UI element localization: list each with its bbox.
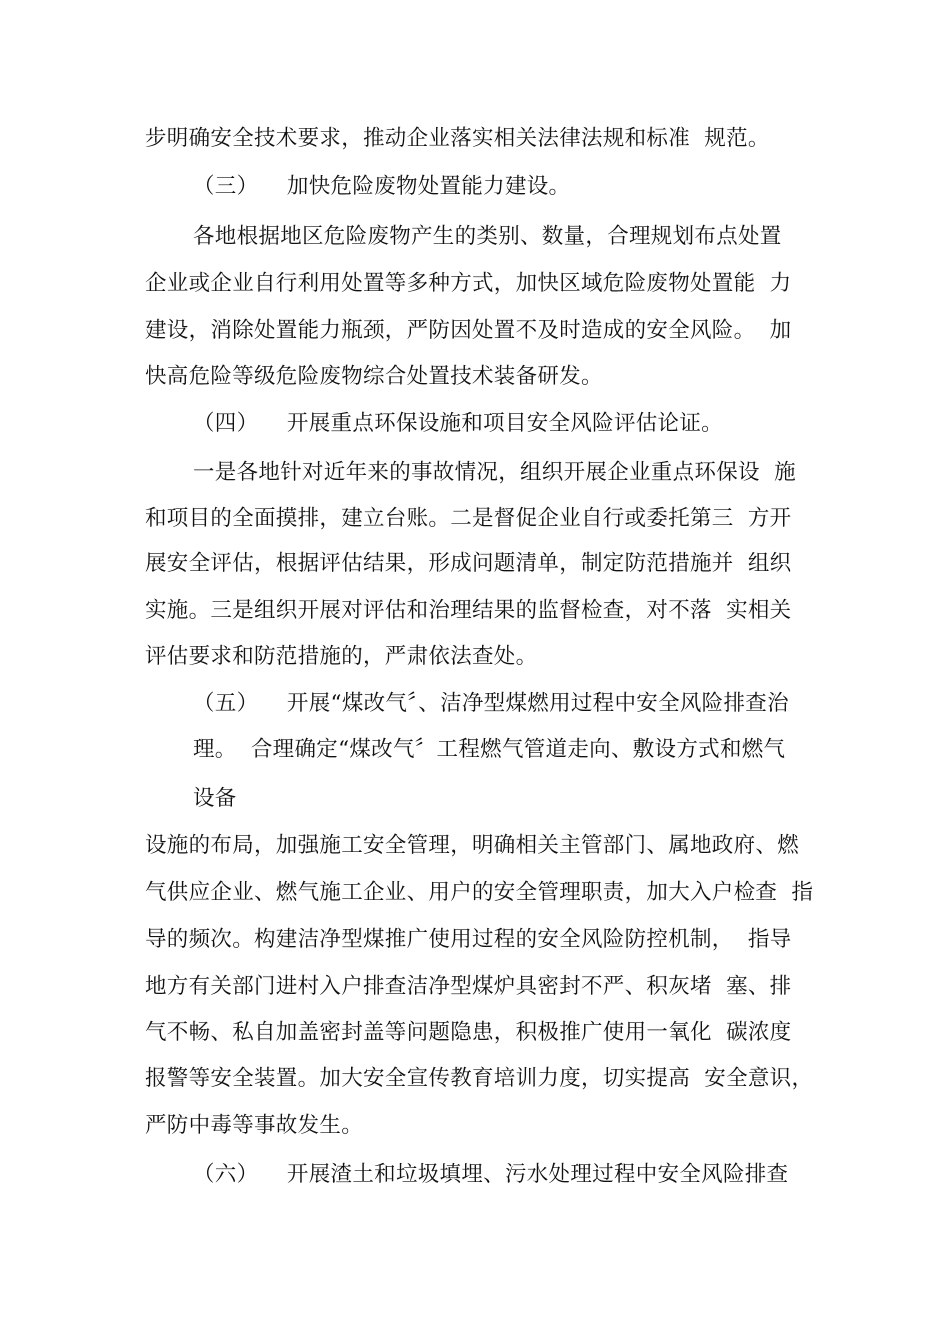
section-heading-4: （四） 开展重点环保设施和项目安全风险评估论证。	[193, 411, 723, 436]
text-line: 理。 合理确定“煤改气〞工程燃气管道走向、敷设方式和燃气	[193, 737, 786, 762]
section-heading-3: （三） 加快危险废物处置能力建设。	[193, 174, 571, 199]
text-line: 企业或企业自行利用处置等多种方式，加快区域危险废物处置能 力	[145, 271, 792, 296]
text-line: 评估要求和防范措施的，严肃依法查处。	[145, 644, 538, 669]
text-line: 严防中毒等事故发生。	[145, 1113, 364, 1138]
text-line: 实施。三是组织开展对评估和治理结果的监督检查，对不落 实相关	[145, 598, 792, 623]
text-line: 和项目的全面摸排，建立台账。二是督促企业自行或委托第三 方开	[145, 506, 792, 531]
text-line: 设施的布局，加强施工安全管理，明确相关主管部门、属地政府、燃	[145, 833, 800, 858]
text-line: 建设，消除处置能力瓶颈，严防因处置不及时造成的安全风险。 加	[145, 318, 792, 343]
text-line: 各地根据地区危险废物产生的类别、数量，合理规划布点处置	[193, 224, 782, 249]
text-line: 气供应企业、燃气施工企业、用户的安全管理职责，加大入户检查 指	[145, 880, 814, 905]
text-line: 气不畅、私自加盖密封盖等问题隐患，积极推广使用一氧化 碳浓度	[145, 1020, 792, 1045]
text-line: 报警等安全装置。加大安全宣传教育培训力度，切实提高 安全意识，	[145, 1066, 814, 1091]
text-line: 步明确安全技术要求，推动企业落实相关法律法规和标准 规范。	[145, 126, 770, 151]
text-line: 快高危险等级危险废物综合处置技术装备研发。	[145, 364, 603, 389]
section-heading-6: （六） 开展渣土和垃圾填埋、污水处理过程中安全风险排查	[193, 1162, 789, 1187]
text-line: 设备	[193, 786, 237, 811]
section-heading-5: （五） 开展“煤改气〞、洁净型煤燃用过程中安全风险排查治	[193, 691, 789, 716]
text-line: 地方有关部门进村入户排查洁净型煤炉具密封不严、积灰堵 塞、排	[145, 974, 792, 999]
text-line: 导的频次。构建洁净型煤推广使用过程的安全风险防控机制， 指导	[145, 927, 792, 952]
text-line: 一是各地针对近年来的事故情况，组织开展企业重点环保设 施	[193, 460, 796, 485]
text-line: 展安全评估，根据评估结果，形成问题清单，制定防范措施并 组织	[145, 551, 792, 576]
